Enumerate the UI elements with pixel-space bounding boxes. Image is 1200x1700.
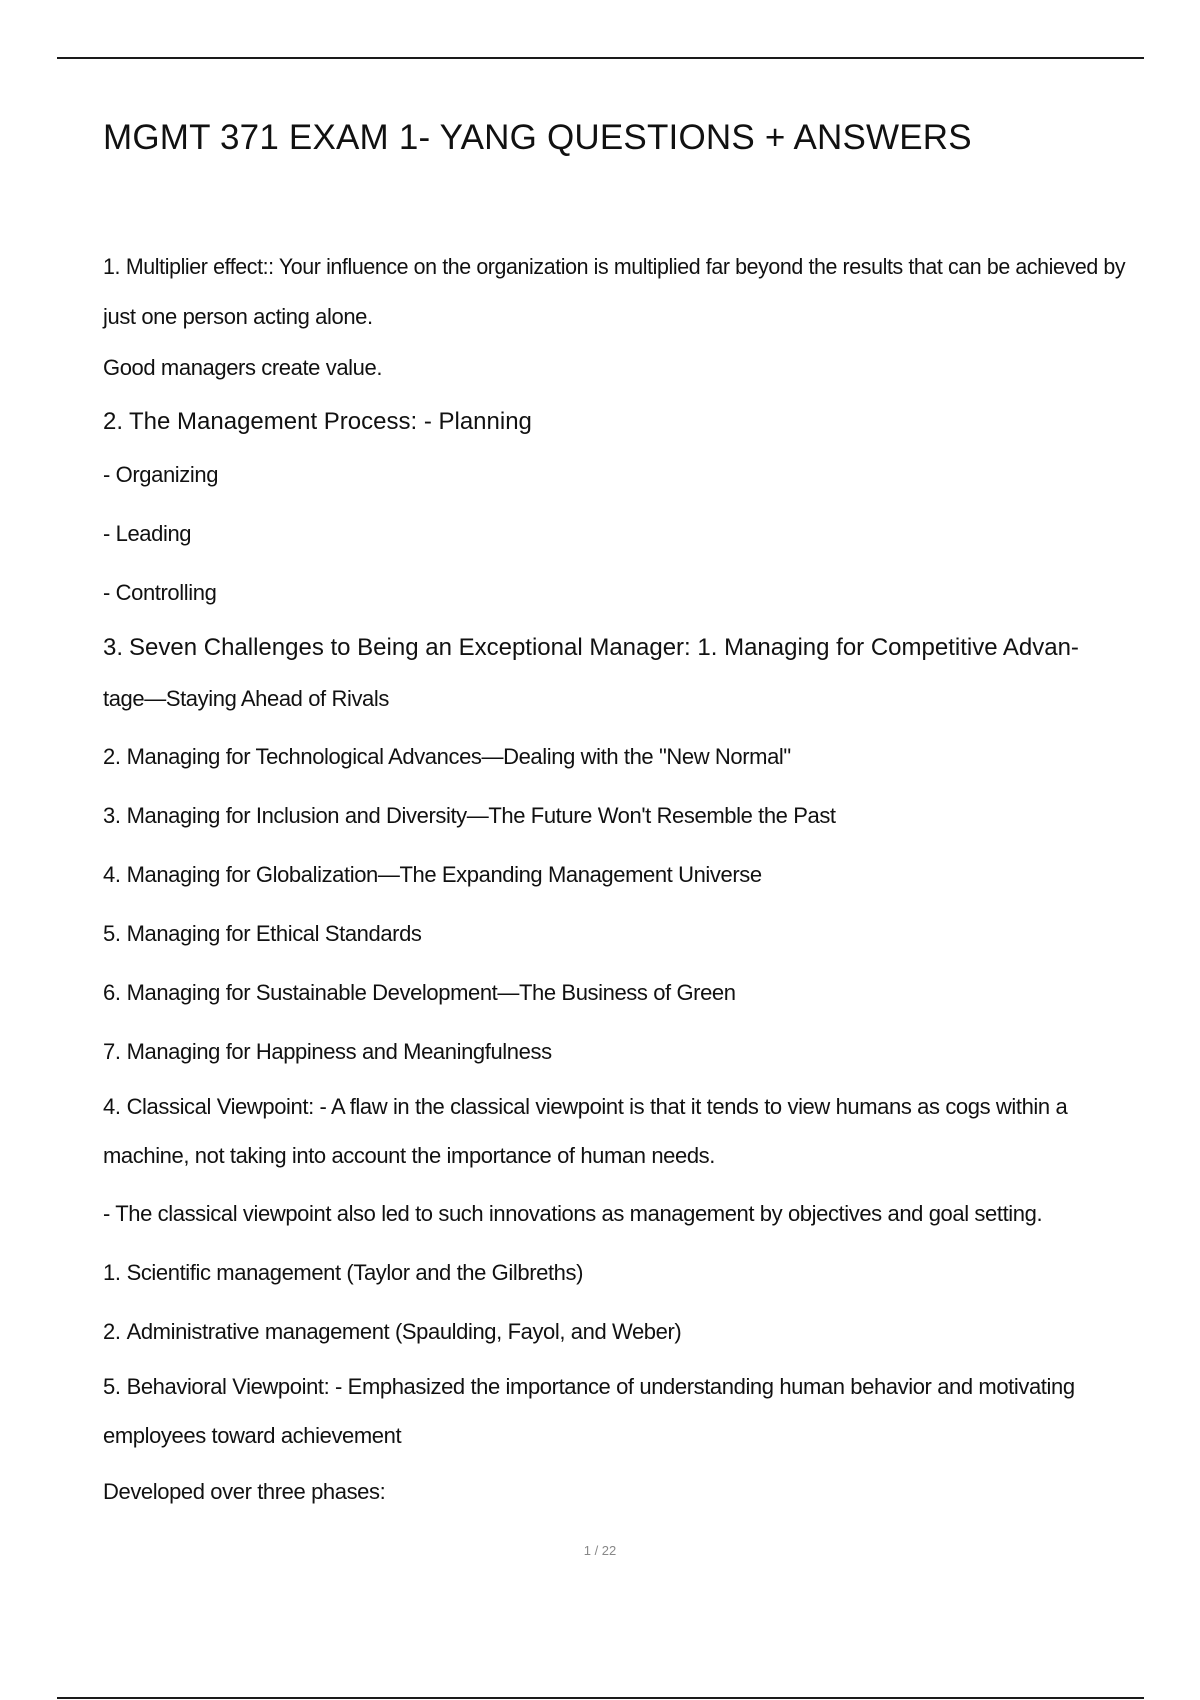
line-number: 4.: [103, 862, 121, 887]
line-number: 6.: [103, 980, 121, 1005]
q3-item-7: [103, 1039, 552, 1065]
line-text: Managing for Sustainable Development—The Business of Green: [126, 980, 736, 1005]
line-text: Managing for Ethical Standards: [126, 921, 422, 946]
q1-line-3: Good managers create value.: [103, 355, 383, 380]
document-title: MGMT 371 EXAM 1- YANG QUESTIONS + ANSWERS: [103, 118, 972, 157]
line-text: Administrative management (Spaulding, Fayol, and Weber): [126, 1319, 682, 1344]
line-number: 3.: [103, 803, 121, 828]
q2-line-1: [103, 408, 532, 436]
line-number: 5.: [103, 921, 121, 946]
q3-item-2: [103, 744, 791, 770]
page-indicator: 1 / 22: [583, 1543, 617, 1558]
q2-line-4: - Controlling: [103, 580, 217, 605]
q1-line-2: just one person acting alone.: [103, 304, 373, 329]
q3-item-6: [103, 980, 736, 1006]
line-text: Managing for Globalization—The Expanding Management Universe: [126, 862, 762, 887]
q4-item-1: [103, 1260, 583, 1286]
line-number: 1.: [103, 254, 121, 279]
q3-line-1: [103, 634, 1079, 662]
q4-line-1: [103, 1094, 1067, 1120]
line-number: 5.: [103, 1374, 121, 1399]
line-text: Managing for Technological Advances—Dealing with the "New Normal": [126, 744, 791, 769]
line-number: 2.: [103, 408, 124, 435]
q1-line-1: [103, 254, 1125, 280]
line-text: Multiplier effect:: Your influence on the organization is multiplied far beyond the results that can be achieved by: [125, 254, 1126, 279]
q2-line-2: - Organizing: [103, 462, 219, 487]
q4-line-2: machine, not taking into account the importance of human needs.: [103, 1143, 715, 1168]
line-text: Managing for Happiness and Meaningfulness: [126, 1039, 552, 1064]
line-number: 4.: [103, 1094, 121, 1119]
line-text: Behavioral Viewpoint: - Emphasized the importance of understanding human behavior and motivating: [126, 1374, 1075, 1399]
line-number: 2.: [103, 1319, 121, 1344]
q2-line-3: - Leading: [103, 521, 192, 546]
line-number: 1.: [103, 1260, 121, 1285]
top-rule: [57, 57, 1144, 59]
line-text: Seven Challenges to Being an Exceptional Manager: 1. Managing for Competitive Advan-: [129, 634, 1079, 661]
bottom-rule: [57, 1697, 1144, 1699]
q5-line-3: Developed over three phases:: [103, 1479, 386, 1504]
line-number: 7.: [103, 1039, 121, 1064]
q3-item-5: [103, 921, 422, 947]
line-text: The Management Process: - Planning: [129, 408, 532, 435]
line-number: 3.: [103, 634, 124, 661]
q5-line-1: [103, 1374, 1075, 1400]
line-text: Managing for Inclusion and Diversity—The Future Won't Resemble the Past: [126, 803, 836, 828]
q3-item-4: [103, 862, 762, 888]
q3-item-3: [103, 803, 836, 829]
line-text: Scientific management (Taylor and the Gilbreths): [126, 1260, 584, 1285]
q4-line-3: - The classical viewpoint also led to such innovations as management by objectives and goal setting.: [103, 1201, 1043, 1226]
line-text: Classical Viewpoint: - A flaw in the classical viewpoint is that it tends to view humans as cogs within a: [126, 1094, 1068, 1119]
q3-line-2: tage—Staying Ahead of Rivals: [103, 686, 389, 711]
line-number: 2.: [103, 744, 121, 769]
q4-item-2: [103, 1319, 681, 1345]
q5-line-2: employees toward achievement: [103, 1423, 402, 1448]
